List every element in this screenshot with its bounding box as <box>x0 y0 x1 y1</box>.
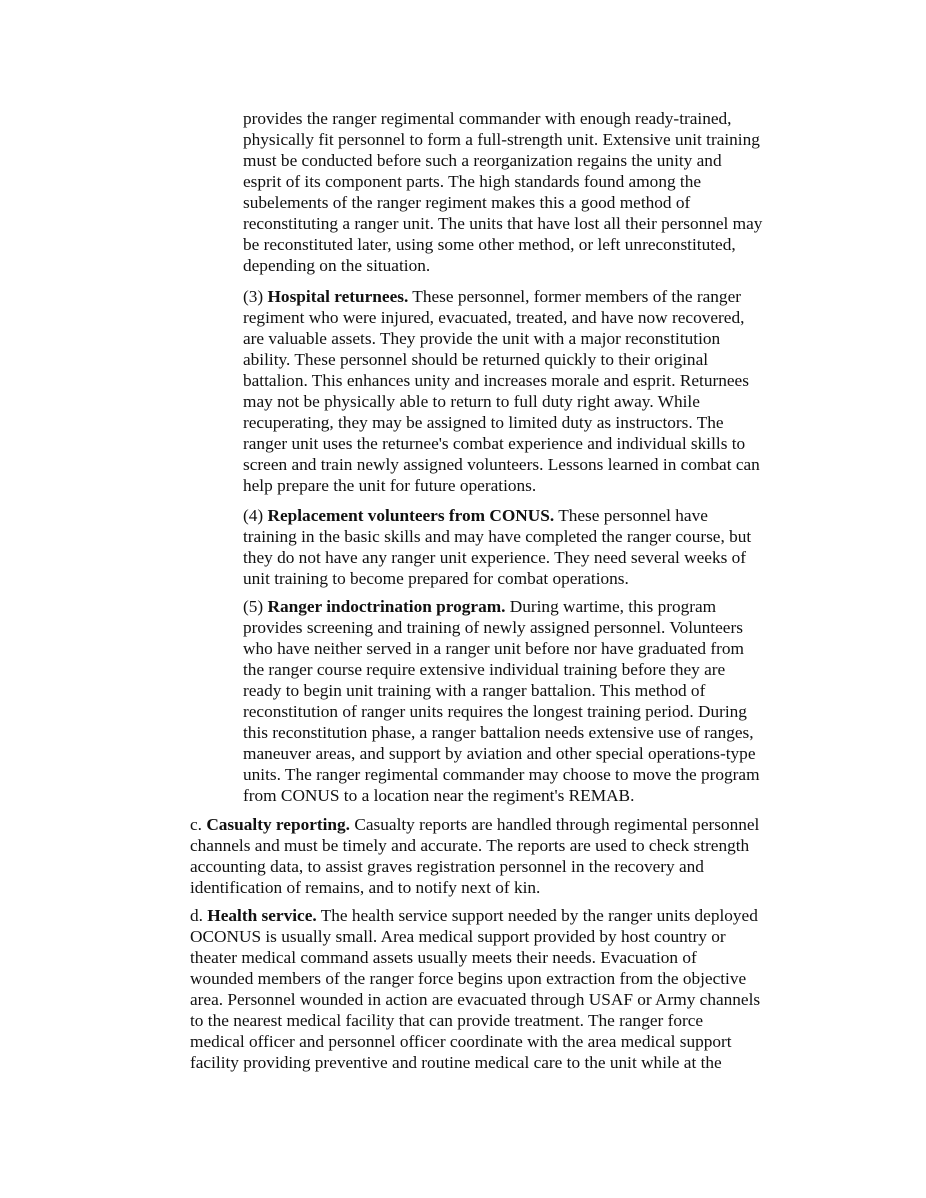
text-line: be reconstituted later, using some other method, or left unreconstituted, <box>243 235 736 254</box>
paragraph-first-line <box>243 286 760 307</box>
text-line: theater medical command assets usually meets their needs. Evacuation of <box>190 948 697 967</box>
text-line: the ranger course require extensive individual training before they are <box>243 660 726 679</box>
text-line: reconstitution of ranger units requires the longest training period. During <box>243 702 747 721</box>
paragraph-casualty-reporting <box>190 814 759 898</box>
paragraph-continued <box>243 108 762 276</box>
text-line: recuperating, they may be assigned to limited duty as instructors. The <box>243 413 724 432</box>
paragraph-letter: c. <box>190 815 207 834</box>
text-line: accounting data, to assist graves registration personnel in the recovery and <box>190 857 704 876</box>
text-run: These personnel, former members of the ranger <box>408 287 741 306</box>
text-line: provides screening and training of newly assigned personnel. Volunteers <box>243 618 743 637</box>
text-line: are valuable assets. They provide the unit with a major reconstitution <box>243 329 721 348</box>
text-line: facility providing preventive and routine medical care to the unit while at the <box>190 1053 722 1072</box>
text-line: may not be physically able to return to full duty right away. While <box>243 392 700 411</box>
paragraph-heading: Replacement volunteers from CONUS. <box>267 506 555 525</box>
text-line: area. Personnel wounded in action are evacuated through USAF or Army channels <box>190 990 761 1009</box>
paragraph-first-line <box>190 814 759 835</box>
paragraph-number: (4) <box>243 506 268 525</box>
text-line: provides the ranger regimental commander with enough ready-trained, <box>243 109 732 128</box>
text-line: wounded members of the ranger force begins upon extraction from the objective <box>190 969 747 988</box>
paragraph-letter: d. <box>190 906 208 925</box>
text-line: help prepare the unit for future operations. <box>243 476 537 495</box>
text-run: The health service support needed by the ranger units deployed <box>316 906 758 925</box>
text-line: to the nearest medical facility that can provide treatment. The ranger force <box>190 1011 704 1030</box>
text-line: they do not have any ranger unit experience. They need several weeks of <box>243 548 747 567</box>
paragraph-first-line <box>243 505 751 526</box>
text-line: battalion. This enhances unity and increases morale and esprit. Returnees <box>243 371 749 390</box>
text-line: ranger unit uses the returnee's combat experience and individual skills to <box>243 434 746 453</box>
text-line: unit training to become prepared for combat operations. <box>243 569 629 588</box>
text-run: Casualty reports are handled through regimental personnel <box>350 815 760 834</box>
text-line: who have neither served in a ranger unit before nor have graduated from <box>243 639 744 658</box>
paragraph-heading: Casualty reporting. <box>206 815 351 834</box>
paragraph-health-service <box>190 905 760 1073</box>
text-line: medical officer and personnel officer coordinate with the area medical support <box>190 1032 732 1051</box>
paragraph-heading: Ranger indoctrination program. <box>267 597 506 616</box>
text-line: units. The ranger regimental commander may choose to move the program <box>243 765 760 784</box>
text-run: During wartime, this program <box>505 597 717 616</box>
text-line: must be conducted before such a reorganization regains the unity and <box>243 151 722 170</box>
paragraph-heading: Health service. <box>207 906 317 925</box>
paragraph-first-line <box>190 905 760 926</box>
text-line: esprit of its component parts. The high standards found among the <box>243 172 702 191</box>
text-line: screen and train newly assigned volunteers. Lessons learned in combat can <box>243 455 760 474</box>
text-run: These personnel have <box>554 506 708 525</box>
paragraph-number: (3) <box>243 287 268 306</box>
text-line: identification of remains, and to notify next of kin. <box>190 878 541 897</box>
text-line: from CONUS to a location near the regiment's REMAB. <box>243 786 635 805</box>
text-line: ready to begin unit training with a ranger battalion. This method of <box>243 681 706 700</box>
text-line: physically fit personnel to form a full-strength unit. Extensive unit training <box>243 130 760 149</box>
text-line: reconstituting a ranger unit. The units that have lost all their personnel may <box>243 214 763 233</box>
text-line: subelements of the ranger regiment makes this a good method of <box>243 193 691 212</box>
text-line: ability. These personnel should be returned quickly to their original <box>243 350 709 369</box>
text-line: depending on the situation. <box>243 256 431 275</box>
paragraph-ranger-indoctrination <box>243 596 760 806</box>
text-line: regiment who were injured, evacuated, treated, and have now recovered, <box>243 308 745 327</box>
paragraph-replacement-volunteers <box>243 505 751 589</box>
text-line: maneuver areas, and support by aviation and other special operations-type <box>243 744 756 763</box>
text-line: channels and must be timely and accurate. The reports are used to check strength <box>190 836 750 855</box>
paragraph-hospital-returnees <box>243 286 760 496</box>
text-line: OCONUS is usually small. Area medical support provided by host country or <box>190 927 726 946</box>
text-line: this reconstitution phase, a ranger battalion needs extensive use of ranges, <box>243 723 754 742</box>
text-line: training in the basic skills and may have completed the ranger course, but <box>243 527 752 546</box>
paragraph-number: (5) <box>243 597 268 616</box>
paragraph-heading: Hospital returnees. <box>267 287 409 306</box>
paragraph-first-line <box>243 596 760 617</box>
